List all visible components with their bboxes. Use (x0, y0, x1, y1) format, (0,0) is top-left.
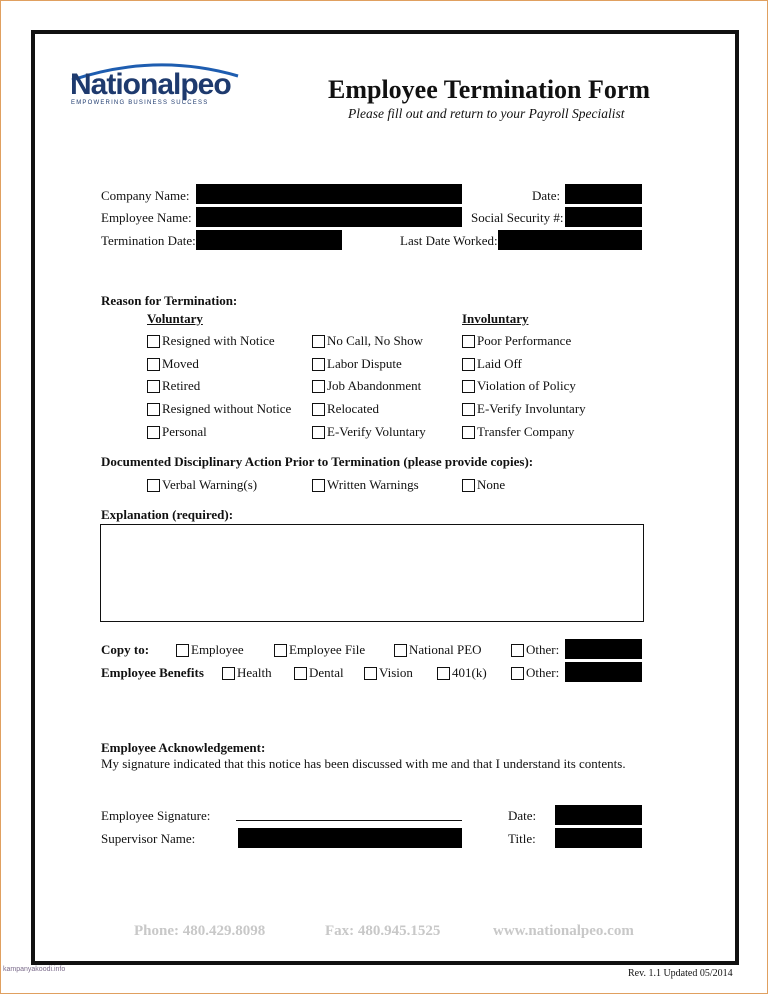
reason-checkbox[interactable]: Poor Performance (462, 333, 571, 349)
checkbox-icon[interactable] (511, 667, 524, 680)
checkbox-icon[interactable] (147, 380, 160, 393)
benefits-label: Employee Benefits (101, 665, 204, 680)
logo-wordmark: Nationalpeo (70, 68, 231, 101)
checkbox-icon[interactable] (462, 380, 475, 393)
reason-checkbox[interactable]: No Call, No Show (312, 333, 423, 349)
checkbox-icon[interactable] (462, 403, 475, 416)
explanation-textarea[interactable] (100, 524, 644, 622)
checkbox-icon[interactable] (312, 380, 325, 393)
copy-to-other-field[interactable] (565, 639, 642, 659)
signature-date-label: Date: (508, 808, 537, 823)
title-label: Title: (508, 831, 536, 846)
termination-date-label: Termination Date: (101, 233, 196, 248)
disciplinary-checkbox[interactable]: Written Warnings (312, 477, 419, 493)
company-name-label: Company Name: (101, 188, 190, 203)
reason-heading: Reason for Termination: (101, 293, 238, 308)
copy-to-checkbox[interactable]: Employee (176, 642, 244, 658)
reason-checkbox[interactable]: Laid Off (462, 356, 522, 372)
benefits-checkbox[interactable]: Dental (294, 665, 344, 681)
acknowledgement-heading: Employee Acknowledgement: (101, 740, 266, 755)
disciplinary-checkbox[interactable]: None (462, 477, 505, 493)
involuntary-heading: Involuntary (462, 311, 529, 326)
reason-checkbox[interactable]: Relocated (312, 401, 379, 417)
last-date-worked-field[interactable] (498, 230, 642, 250)
reason-checkbox[interactable]: Personal (147, 424, 207, 440)
logo-tagline: EMPOWERING BUSINESS SUCCESS (71, 100, 209, 106)
checkbox-icon[interactable] (394, 644, 407, 657)
acknowledgement-text: My signature indicated that this notice has been discussed with me and that I understand its contents. (101, 756, 626, 771)
reason-checkbox[interactable]: Labor Dispute (312, 356, 402, 372)
title-field[interactable] (555, 828, 642, 848)
checkbox-icon[interactable] (437, 667, 450, 680)
checkbox-icon[interactable] (147, 479, 160, 492)
termination-date-field[interactable] (196, 230, 342, 250)
reason-checkbox[interactable]: Moved (147, 356, 199, 372)
reason-checkbox[interactable]: Resigned without Notice (147, 401, 291, 417)
supervisor-name-field[interactable] (238, 828, 462, 848)
explanation-heading: Explanation (required): (101, 507, 234, 522)
checkbox-icon[interactable] (312, 426, 325, 439)
checkbox-icon[interactable] (147, 358, 160, 371)
disciplinary-heading: Documented Disciplinary Action Prior to Termination (please provide copies): (101, 454, 534, 469)
reason-checkbox[interactable]: Violation of Policy (462, 378, 576, 394)
checkbox-icon[interactable] (147, 403, 160, 416)
employee-name-field[interactable] (196, 207, 462, 227)
signature-date-field[interactable] (555, 805, 642, 825)
page-subtitle: Please fill out and return to your Payroll Specialist (348, 106, 625, 121)
watermark: kampanyakoodi.info (3, 966, 66, 973)
checkbox-icon[interactable] (312, 479, 325, 492)
ssn-label: Social Security #: (471, 210, 564, 225)
checkbox-icon[interactable] (147, 335, 160, 348)
page-title: Employee Termination Form (328, 75, 651, 104)
ssn-field[interactable] (565, 207, 642, 227)
benefits-checkbox[interactable]: 401(k) (437, 665, 487, 681)
revision-note: Rev. 1.1 Updated 05/2014 (628, 968, 733, 979)
employee-signature-field[interactable] (236, 820, 462, 821)
checkbox-icon[interactable] (222, 667, 235, 680)
reason-checkbox[interactable]: Transfer Company (462, 424, 574, 440)
date-label: Date: (532, 188, 561, 203)
benefits-checkbox[interactable]: Vision (364, 665, 413, 681)
checkbox-icon[interactable] (274, 644, 287, 657)
disciplinary-checkbox[interactable]: Verbal Warning(s) (147, 477, 257, 493)
supervisor-name-label: Supervisor Name: (101, 831, 196, 846)
employee-name-label: Employee Name: (101, 210, 192, 225)
benefits-other-field[interactable] (565, 662, 642, 682)
employee-signature-label: Employee Signature: (101, 808, 211, 823)
checkbox-icon[interactable] (312, 403, 325, 416)
benefits-checkbox[interactable]: Health (222, 665, 272, 681)
date-field[interactable] (565, 184, 642, 204)
copy-to-checkbox[interactable]: National PEO (394, 642, 482, 658)
checkbox-icon[interactable] (462, 358, 475, 371)
reason-checkbox[interactable]: E-Verify Involuntary (462, 401, 586, 417)
reason-checkbox[interactable]: Retired (147, 378, 200, 394)
footer-fax: Fax: 480.945.1525 (325, 923, 441, 939)
checkbox-icon[interactable] (462, 335, 475, 348)
reason-checkbox[interactable]: Job Abandonment (312, 378, 421, 394)
voluntary-heading: Voluntary (147, 311, 203, 326)
checkbox-icon[interactable] (462, 426, 475, 439)
last-date-worked-label: Last Date Worked: (400, 233, 498, 248)
checkbox-icon[interactable] (312, 358, 325, 371)
reason-checkbox[interactable]: Resigned with Notice (147, 333, 275, 349)
checkbox-icon[interactable] (312, 335, 325, 348)
copy-to-checkbox[interactable]: Employee File (274, 642, 365, 658)
checkbox-icon[interactable] (294, 667, 307, 680)
checkbox-icon[interactable] (147, 426, 160, 439)
copy-to-checkbox[interactable]: Other: (511, 642, 559, 658)
company-name-field[interactable] (196, 184, 462, 204)
copy-to-label: Copy to: (101, 642, 150, 657)
checkbox-icon[interactable] (462, 479, 475, 492)
reason-checkbox[interactable]: E-Verify Voluntary (312, 424, 426, 440)
benefits-checkbox[interactable]: Other: (511, 665, 559, 681)
checkbox-icon[interactable] (364, 667, 377, 680)
footer-phone: Phone: 480.429.8098 (134, 923, 266, 939)
nationalpeo-logo (66, 58, 242, 110)
checkbox-icon[interactable] (176, 644, 189, 657)
footer-website[interactable]: www.nationalpeo.com (493, 923, 634, 939)
checkbox-icon[interactable] (511, 644, 524, 657)
